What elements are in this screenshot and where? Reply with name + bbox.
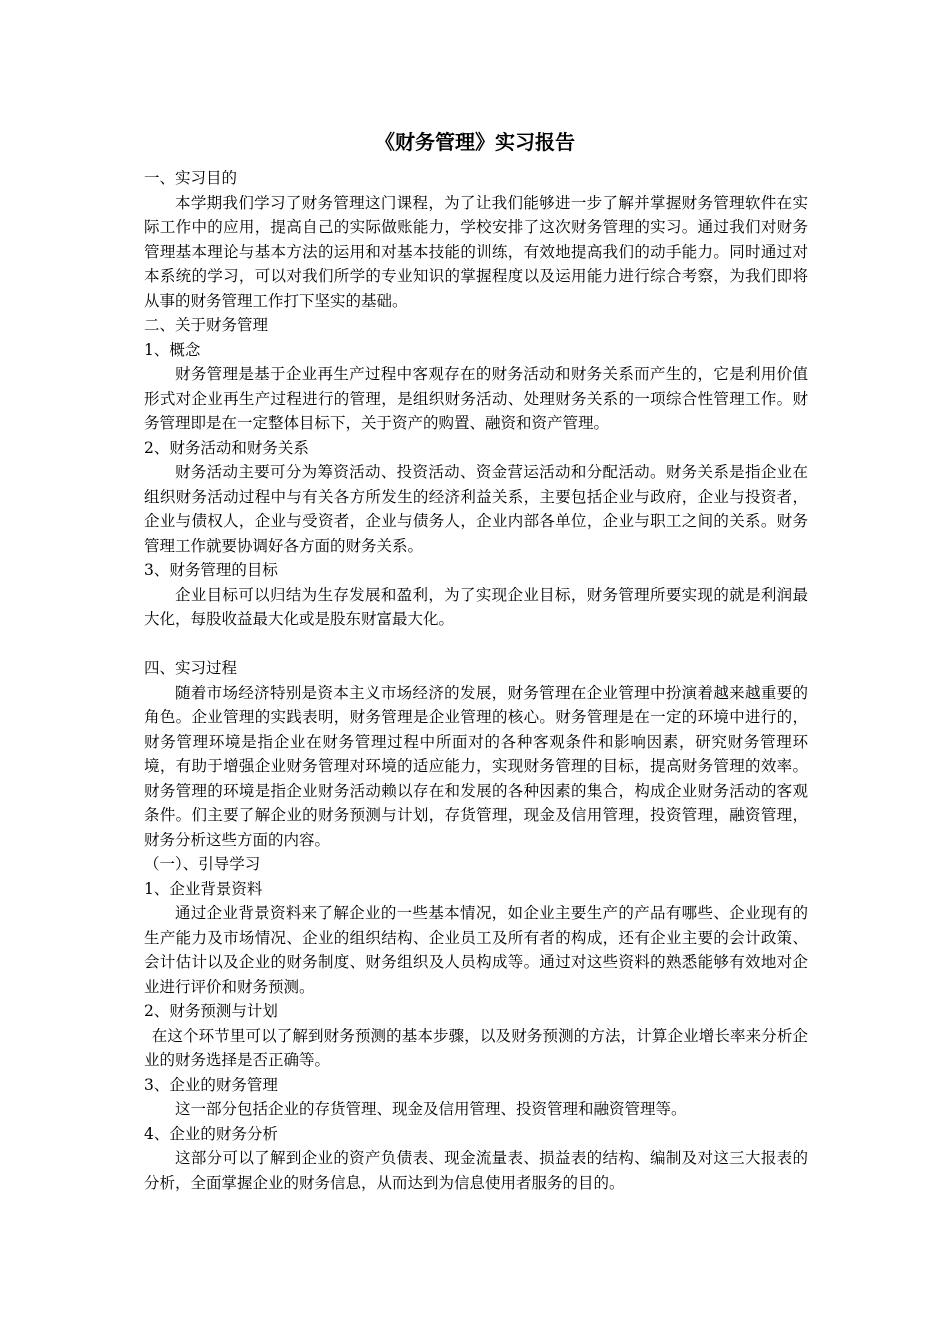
- paragraph: 通过企业背景资料来了解企业的一些基本情况，如企业主要生产的产品有哪些、企业现有的生产能力及市场情况、企业的组织结构、企业员工及所有者的构成，还有企业主要的会计政策、会计估计以及企业的财务制度、财务组织及人员构成等。通过对这些资料的熟悉能够有效地对企业进行评价和财务预测。: [144, 904, 808, 996]
- paragraph: 财务管理是基于企业再生产过程中客观存在的财务活动和财务关系而产生的，它是利用价值形式对企业再生产过程进行的管理，是组织财务活动、处理财务关系的一项综合性管理工作。财务管理即是在一定整体目标下，关于资产的购置、融资和资产管理。: [144, 365, 808, 432]
- subsection-heading: 4、企业的财务分析: [144, 1124, 278, 1143]
- subsection-heading: 1、企业背景资料: [144, 879, 263, 898]
- section-heading: 四、实习过程: [144, 659, 238, 677]
- section-heading: 一、实习目的: [144, 169, 238, 187]
- subsection-heading: 2、财务活动和财务关系: [144, 438, 309, 457]
- subsection-heading: 2、财务预测与计划: [144, 1002, 278, 1020]
- paragraph: 企业目标可以归结为生存发展和盈利，为了实现企业目标，财务管理所要实现的就是利润最大化，每股收益最大化或是股东财富最大化。: [144, 585, 808, 628]
- blank-line: [144, 632, 808, 657]
- paragraph: 随着市场经济特别是资本主义市场经济的发展，财务管理在企业管理中扮演着越来越重要的角色。企业管理的实践表明，财务管理是企业管理的核心。财务管理是在一定的环境中进行的，财务管理环境是指企业在财务管理过程中所面对的各种客观条件和影响因素，研究财务管理环境，有助于增强企业财务管理对环境的适应能力，实现财务管理的目标，提高财务管理的效率。财务管理的环境是指企业财务活动赖以存在和发展的各种因素的集合，构成企业财务活动的客观条件。们主要了解企业的财务预测与计划，存货管理，现金及信用管理，投资管理，融资管理，财务分析这些方面的内容。: [144, 683, 808, 849]
- document-body: [144, 166, 808, 1195]
- document-title: 《财务管理》实习报告: [375, 130, 575, 154]
- subsection-heading: 3、企业的财务管理: [144, 1075, 278, 1094]
- paragraph: 本学期我们学习了财务管理这门课程，为了让我们能够进一步了解并掌握财务管理软件在实际工作中的应用，提高自己的实际做账能力，学校安排了这次财务管理的实习。通过我们对财务管理基本理论与基本方法的运用和对基本技能的训练，有效地提高我们的动手能力。同时通过对本系统的学习，可以对我们所学的专业知识的掌握程度以及运用能力进行综合考察，为我们即将从事的财务管理工作打下坚实的基础。: [144, 193, 808, 310]
- paragraph: 这部分可以了解到企业的资产负债表、现金流量表、损益表的结构、编制及对这三大报表的分析，全面掌握企业的财务信息，从而达到为信息使用者服务的目的。: [144, 1149, 808, 1192]
- subsection-heading: （一）、引导学习: [144, 855, 261, 873]
- paragraph: 财务活动主要可分为筹资活动、投资活动、资金营运活动和分配活动。财务关系是指企业在组织财务活动过程中与有关各方所发生的经济利益关系，主要包括企业与政府，企业与投资者，企业与债权人，企业与受资者，企业与债务人，企业内部各单位，企业与职工之间的关系。财务管理工作就要协调好各方面的财务关系。: [144, 463, 808, 555]
- paragraph: 在这个环节里可以了解到财务预测的基本步骤，以及财务预测的方法，计算企业增长率来分析企业的财务选择是否正确等。: [144, 1026, 808, 1069]
- paragraph: 这一部分包括企业的存货管理、现金及信用管理、投资管理和融资管理等。: [175, 1100, 687, 1118]
- section-heading: 二、关于财务管理: [144, 316, 269, 334]
- subsection-heading: 1、概念: [144, 340, 201, 359]
- subsection-heading: 3、财务管理的目标: [144, 561, 278, 579]
